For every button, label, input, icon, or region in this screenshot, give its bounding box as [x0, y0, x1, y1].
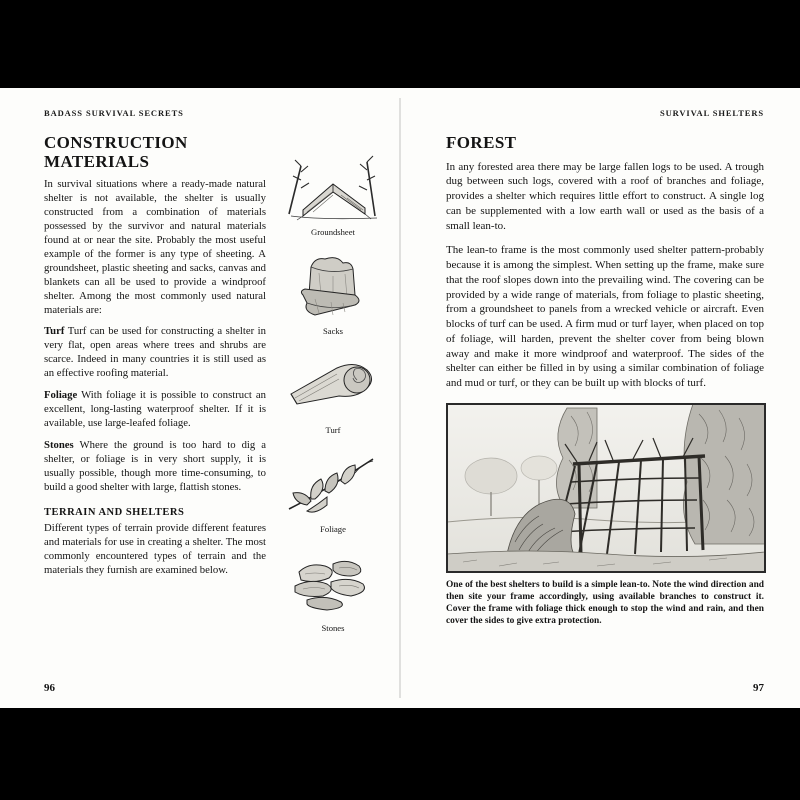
definition-term-foliage: Foliage	[44, 389, 78, 402]
tent-groundsheet-illustration	[281, 150, 385, 224]
definition-term-turf: Turf	[44, 325, 65, 338]
definition-stones	[44, 439, 266, 495]
figure-caption-turf: Turf	[325, 425, 341, 435]
right-page	[400, 88, 800, 708]
sacks-illustration	[281, 249, 385, 323]
running-head-left: BADASS SURVIVAL SECRETS	[44, 108, 184, 118]
left-text-column	[44, 134, 266, 645]
figure-caption-stones: Stones	[321, 623, 345, 633]
figure-caption-groundsheet: Groundsheet	[311, 227, 355, 237]
paragraph-forest-1: In any forested area there may be large fallen logs to be used. A trough dug between such logs, covered with a roof of branches and foliage, provides a shelter which requires little effort to construct. A single log can be supplemented with a low earth wall or used as the basis of a small lean-to.	[446, 160, 764, 232]
page-number-left: 96	[44, 682, 55, 694]
paragraph-intro: In survival situations where a ready-made natural shelter is not available, the shelter is usually constructed from a combination of materials possessed by the survivor and natural materials found at or near the site. Probably the most useful example of the former is any type of sheeting. A groundsheet, plastic sheeting and sacks, canvas and blankets can all be used to provide a windproof shelter. Among the most commonly used natural materials are:	[44, 178, 266, 316]
flat-stones-illustration	[281, 546, 385, 620]
page-number-right: 97	[753, 682, 764, 694]
paragraph-terrain: Different types of terrain provide different features and materials for use in creating a shelter. The most commonly encountered types of terrain and the materials they furnish are examined below.	[44, 522, 266, 577]
figure-caption-lean-to: One of the best shelters to build is a simple lean-to. Note the wind direction and then site your frame accordingly, using available branches to construct it. Cover the frame with foliage thick enough to stop the wind and rain, and then cover the sides to give extra protection.	[446, 579, 764, 627]
figure-stones	[280, 546, 386, 633]
left-figure-column	[280, 134, 386, 645]
definition-turf	[44, 325, 266, 381]
book-spread-scan	[0, 88, 800, 708]
definition-text-turf: Turf can be used for constructing a shelter in very flat, open areas where trees and shrubs are scarce. Indeed in many countries it is still used as an effective roofing material.	[44, 325, 266, 380]
figure-caption-foliage: Foliage	[320, 524, 346, 534]
paragraph-forest-2: The lean-to frame is the most commonly used shelter pattern-probably because it is among the simplest. When setting up the frame, make sure that the roof slopes down into the prevailing wind. The covering can be provided by a wide range of materials, from foliage to plastic sheeting, from a groundsheet to panels from a wrecked vehicle or aircraft. Even blocks of turf can be used. A firm mud or turf layer, when placed on top of foliage, will harden, prevent the shelter cover from being blown away and make it more windproof and waterproof. The sides of the shelter can either be filled in by using a similar combination of foliage and mud or turf, or they can be built up with blocks of turf.	[446, 244, 764, 389]
book-spread	[0, 88, 800, 708]
left-page-columns	[44, 134, 386, 645]
figure-caption-sacks: Sacks	[322, 326, 344, 336]
figure-sacks	[280, 249, 386, 336]
figure-groundsheet	[280, 150, 386, 237]
definition-text-foliage: With foliage it is possible to construct an excellent, long-lasting waterproof shelter. If it is available, use large-leafed foliage.	[44, 389, 266, 429]
definition-text-stones: Where the ground is too hard to dig a shelter, or foliage is in very short supply, it is usually possible, though more time-consuming, to build a good shelter with large, flattish stones.	[44, 438, 266, 493]
definition-term-stones: Stones	[44, 438, 74, 451]
leafy-branch-illustration	[281, 447, 385, 521]
figure-foliage	[280, 447, 386, 534]
subheading-terrain-and-shelters: TERRAIN AND SHELTERS	[44, 507, 185, 519]
figure-lean-to	[446, 403, 764, 628]
figure-turf	[280, 348, 386, 435]
definition-foliage	[44, 389, 266, 431]
rolled-turf-illustration	[281, 348, 385, 422]
page-title-construction-materials: CONSTRUCTION MATERIALS	[44, 133, 188, 171]
lean-to-shelter-illustration	[446, 403, 766, 573]
left-page	[0, 88, 400, 708]
running-head-right: SURVIVAL SHELTERS	[659, 108, 764, 118]
page-title-forest: FOREST	[446, 133, 517, 152]
